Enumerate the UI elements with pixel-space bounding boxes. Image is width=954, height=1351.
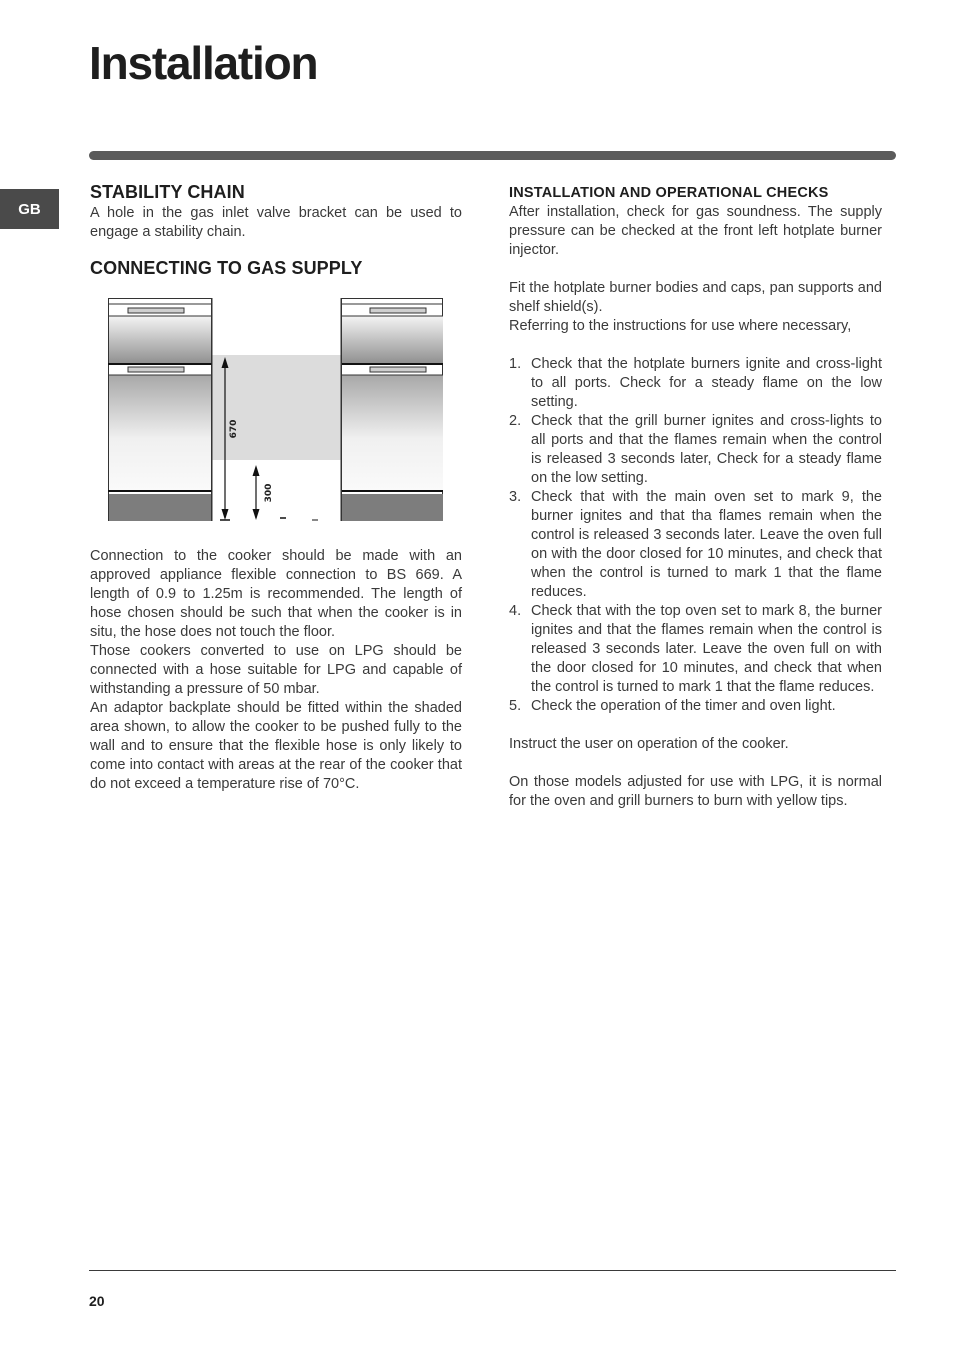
footer-divider — [89, 1270, 896, 1271]
gas-supply-paragraph-3: An adaptor backplate should be fitted within the shaded area shown, to allow the cooker to be pushed fully to the wall and to ensure that the flexible hose is only likely to come into contact with areas at the rear of the cooker that do not exceed a temperature rise of 70°C. — [90, 700, 462, 792]
right-column — [509, 184, 882, 811]
title-divider — [89, 151, 896, 160]
left-cabinet — [108, 299, 212, 522]
checks-item-number: 2. — [509, 413, 522, 429]
installation-diagram — [108, 298, 444, 522]
checks-item-text: Check that with the top oven set to mark 8, the burner ignites and that the flames remain when the control is released 3 seconds later. Leave the oven full on with the door closed for 10 minutes, and check that when the control is turned to mark 1 that the flame reduces. — [531, 603, 882, 695]
checks-list-item — [509, 412, 882, 488]
stability-chain-heading: STABILITY CHAIN — [90, 182, 245, 202]
left-column — [90, 180, 462, 794]
gas-supply-heading: CONNECTING TO GAS SUPPLY — [90, 258, 363, 278]
gas-supply-paragraph-2: Those cookers converted to use on LPG should be connected with a hose suitable for LPG and capable of withstanding a pressure of 50 mbar. — [90, 643, 462, 697]
checks-lpg-note: On those models adjusted for use with LPG, it is normal for the oven and grill burners to burn with yellow tips. — [509, 774, 882, 809]
checks-intro: After installation, check for gas soundness. The supply pressure can be checked at the front left hotplate burner injector. — [509, 204, 882, 258]
checks-fit-parts: Fit the hotplate burner bodies and caps, pan supports and shelf shield(s). — [509, 280, 882, 315]
checks-item-text: Check the operation of the timer and oven light. — [531, 698, 836, 714]
checks-heading: INSTALLATION AND OPERATIONAL CHECKS — [509, 185, 829, 201]
checks-referring: Referring to the instructions for use where necessary, — [509, 318, 852, 334]
page-title: Installation — [89, 37, 318, 89]
checks-list-item — [509, 355, 882, 412]
checks-list-item — [509, 488, 882, 602]
checks-instruct-user: Instruct the user on operation of the cooker. — [509, 736, 789, 752]
dimension-300-arrow — [253, 465, 260, 520]
gas-supply-section — [90, 256, 462, 794]
gas-supply-paragraph-1: Connection to the cooker should be made with an approved appliance flexible connection to BS 669. A length of 0.9 to 1.25m is recommended. The length of hose chosen should be such that when the cooker is in situ, the hose does not touch the floor. — [90, 548, 462, 640]
gas-supply-text — [90, 547, 462, 794]
checks-item-number: 5. — [509, 698, 522, 714]
dimension-300-label: 300 — [264, 483, 274, 503]
shaded-backplate-area — [212, 355, 341, 460]
stability-chain-text: A hole in the gas inlet valve bracket can be used to engage a stability chain. — [90, 205, 462, 240]
checks-item-number: 1. — [509, 356, 522, 372]
checks-list-item — [509, 697, 882, 716]
checks-item-number: 4. — [509, 603, 522, 619]
checks-item-text: Check that with the main oven set to mark 9, the burner ignites and that tha flames remain when the control is released 3 seconds later. Leave the oven full on with the door closed for 10 minutes, and check that when the control is turned to mark 1 that the flame reduces. — [531, 489, 882, 600]
checks-list-item — [509, 602, 882, 697]
language-tab: GB — [0, 189, 59, 229]
page-number: 20 — [89, 1293, 105, 1309]
cooker-clearance-diagram — [108, 298, 444, 522]
checks-list — [509, 355, 882, 716]
checks-item-text: Check that the grill burner ignites and cross-lights to all ports and that the flames remain when the control is released 3 seconds later, Check for a steady flame on the low setting. — [531, 413, 882, 486]
checks-item-text: Check that the hotplate burners ignite and cross-light to all ports. Check for a steady flame on the low setting. — [531, 356, 882, 410]
checks-item-number: 3. — [509, 489, 522, 505]
stability-chain-section — [90, 180, 462, 242]
right-cabinet — [342, 299, 444, 522]
dimension-670-label: 670 — [229, 419, 239, 439]
